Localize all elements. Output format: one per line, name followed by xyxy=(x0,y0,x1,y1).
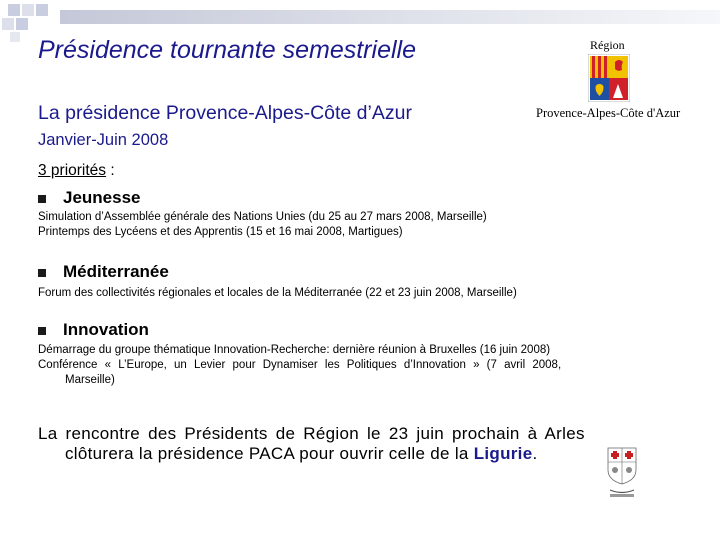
slide-period: Janvier-Juin 2008 xyxy=(38,131,169,149)
priority-innovation xyxy=(38,320,149,340)
priority-title: Jeunesse xyxy=(63,188,141,207)
priority-jeunesse-details xyxy=(38,210,487,240)
region-coat-of-arms-icon xyxy=(588,54,630,102)
detail-line: Conférence « L’Europe, un Levier pour Dynamiser les Politiques d’Innovation » (7 avril 2008, xyxy=(38,359,562,371)
priorities-label: 3 priorités xyxy=(38,162,107,179)
slide-title: Présidence tournante semestrielle xyxy=(38,36,416,64)
liguria-highlight: Ligurie xyxy=(473,444,533,463)
detail-line: Forum des collectivités régionales et locales de la Méditerranée (22 et 23 juin 2008, Marseille) xyxy=(38,287,517,299)
closing-line-2-end: . xyxy=(532,444,538,463)
region-logo xyxy=(532,36,692,122)
detail-line: Démarrage du groupe thématique Innovation-Recherche: dernière réunion à Bruxelles (16 juin 2008) xyxy=(38,344,551,356)
title-bar xyxy=(60,10,720,24)
priority-title: Méditerranée xyxy=(63,262,169,281)
bullet-square-icon xyxy=(38,195,46,203)
closing-line-2 xyxy=(38,444,668,464)
closing-statement xyxy=(38,424,668,464)
logo-region-word: Région xyxy=(590,38,625,52)
bullet-square-icon xyxy=(38,327,46,335)
detail-line: Printemps des Lycéens et des Apprentis (15 et 16 mai 2008, Martigues) xyxy=(38,226,403,238)
logo-region-name: Provence-Alpes-Côte d'Azur xyxy=(536,106,681,120)
priority-jeunesse xyxy=(38,188,141,208)
bullet-square-icon xyxy=(38,269,46,277)
priority-innovation-details xyxy=(38,343,668,388)
priority-mediterranee-details xyxy=(38,286,517,301)
priorities-heading xyxy=(38,162,115,180)
slide-subtitle: La présidence Provence-Alpes-Côte d’Azur xyxy=(38,102,412,124)
priority-mediterranee xyxy=(38,262,169,282)
closing-line-1: La rencontre des Présidents de Région le 23 juin prochain à Arles xyxy=(38,424,585,443)
priorities-suffix: : xyxy=(106,162,115,179)
priority-title: Innovation xyxy=(63,320,149,339)
closing-line-2-start: clôturera la présidence PACA pour ouvrir celle de la xyxy=(65,444,474,463)
liguria-emblem-icon xyxy=(604,446,640,502)
detail-line: Marseille) xyxy=(65,374,115,386)
detail-line: Simulation d’Assemblée générale des Nations Unies (du 25 au 27 mars 2008, Marseille) xyxy=(38,211,487,223)
